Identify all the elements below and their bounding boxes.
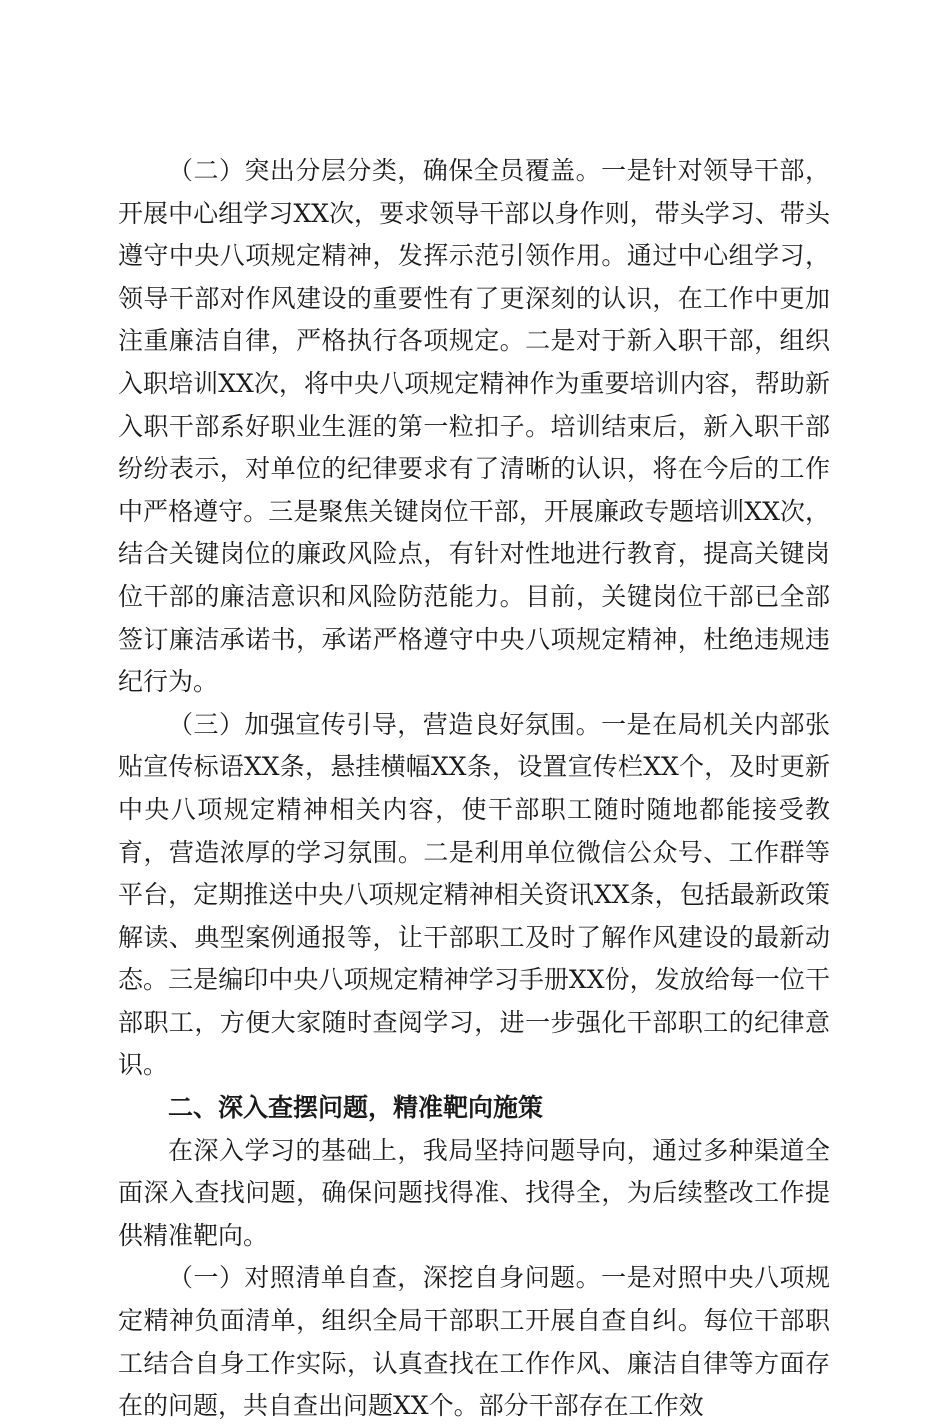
paragraph-publicity <box>118 704 830 1087</box>
paragraph-body: 一是对照中央八项规定精神负面清单，组织全局干部职工开展自查自纠。每位干部职工结合自身工作实际，认真查找在工作作风、廉洁自律等方面存在的问题，共自查出问题XX个。部分干部存在工作效 <box>118 1263 830 1421</box>
paragraph-body: 一是针对领导干部，开展中心组学习XX次，要求领导干部以身作则，带头学习、带头遵守中央八项规定精神，发挥示范引领作用。通过中心组学习，领导干部对作风建设的重要性有了更深刻的认识，在工作中更加注重廉洁自律，严格执行各项规定。二是对于新入职干部，组织入职培训XX次，将中央八项规定精神作为重要培训内容，帮助新入职干部系好职业生涯的第一粒扣子。培训结束后，新入职干部纷纷表示，对单位的纪律要求有了清晰的认识，将在今后的工作中严格遵守。三是聚焦关键岗位干部，开展廉政专题培训XX次，结合关键岗位的廉政风险点，有针对性地进行教育，提高关键岗位干部的廉洁意识和风险防范能力。目前，关键岗位干部已全部签订廉洁承诺书，承诺严格遵守中央八项规定精神，杜绝违规违纪行为。 <box>118 156 830 697</box>
paragraph-self-inspection <box>118 1257 830 1427</box>
paragraph-layered-coverage <box>118 150 830 704</box>
paragraph-lead: （二）突出分层分类，确保全员覆盖。 <box>168 156 602 185</box>
section-intro: 在深入学习的基础上，我局坚持问题导向，通过多种渠道全面深入查找问题，确保问题找得准、找得全，为后续整改工作提供精准靶向。 <box>118 1135 830 1250</box>
paragraph-lead: （一）对照清单自查，深挖自身问题。 <box>168 1263 602 1293</box>
paragraph-body: 一是在局机关内部张贴宣传标语XX条，悬挂横幅XX条，设置宣传栏XX个，及时更新中央八项规定精神相关内容，使干部职工随时随地都能接受教育，营造浓厚的学习氛围。二是利用单位微信公众号、工作群等平台，定期推送中央八项规定精神相关资讯XX条，包括最新政策解读、典型案例通报等，让干部职工及时了解作风建设的最新动态。三是编印中央八项规定精神学习手册XX份，发放给每一位干部职工，方便大家随时查阅学习，进一步强化干部职工的纪律意识。 <box>118 709 830 1080</box>
document-page <box>118 150 830 1428</box>
section-heading: 二、深入查摆问题，精准靶向施策 <box>168 1093 544 1123</box>
paragraph-lead: （三）加强宣传引导，营造良好氛围。 <box>168 709 602 739</box>
